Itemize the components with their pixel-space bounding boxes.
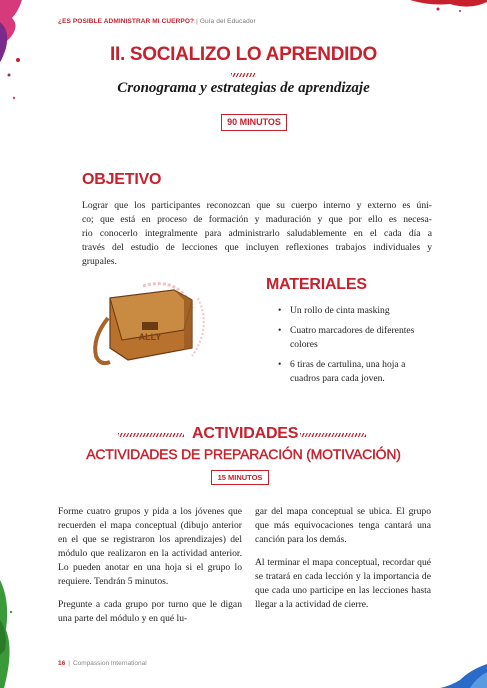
objective-heading: OBJETIVO [82, 171, 162, 188]
material-item: • Un rollo de cinta masking [276, 304, 426, 318]
paint-splash-top-right [400, 0, 487, 14]
title-hatch [231, 73, 256, 77]
header-separator: | [196, 18, 198, 25]
activities-paragraph: gar del mapa conceptual se ubica. El grupo que más equivocaciones tenga cantará una canción para los demás. [255, 506, 431, 545]
materials-list [276, 304, 426, 392]
paint-splash-bottom-left [0, 560, 20, 688]
duration-badge: 90 MINUTOS [221, 114, 287, 131]
activities-paragraph: Forme cuatro grupos y pida a los jóvenes que recuerden el mapa conceptual (dibujo anterior en el que se registraron los aprendizajes) del módulo que realizaron en la actividad anterior. Lo pueden anotar en una hoja si el grupo lo requiere. Tendrán 5 minutos. [58, 506, 242, 587]
objective-line: través del estudio de lecciones que incluyen reflexiones trabajos individuales y [82, 242, 432, 253]
material-item: • 6 tiras de cartulina, una hoja a cuadros para cada joven. [276, 358, 426, 386]
objective-text [82, 199, 432, 269]
activities-left-column [58, 505, 242, 635]
activities-duration-badge: 15 MINUTOS [211, 470, 269, 485]
activities-paragraph: Al terminar el mapa conceptual, recordar qué se tratará en cada lección y la importancia de que cada uno participe en las lecciones hasta llegar a la actividad de cierre. [255, 557, 431, 610]
header-guide: Guía del Educador [199, 18, 256, 25]
activities-hatch-left [118, 433, 184, 437]
material-item: • Cuatro marcadores de diferentes colores [276, 324, 426, 352]
running-header [58, 18, 256, 25]
activities-right-column [255, 505, 431, 621]
objective-line: co; que está en proceso de formación y maduración y que por ello es necesa- [82, 214, 432, 225]
page-footer [58, 660, 147, 667]
objective-line: Lograr que los participantes reconozcan que su cuerpo interno y externo es úni- [82, 200, 432, 211]
page-subtitle: Cronograma y estrategias de aprendizaje [117, 80, 370, 96]
header-question: ¿ES POSIBLE ADMINISTRAR MI CUERPO? [58, 18, 195, 25]
objective-line: grupales. [82, 256, 117, 267]
page-number: 16 [58, 660, 66, 667]
shoulder-bag-illustration [88, 278, 218, 378]
bag-label: ALLY [138, 332, 162, 342]
footer-separator: | [68, 660, 70, 667]
section-title: II. SOCIALIZO LO APRENDIDO [109, 44, 377, 65]
activities-hatch-right [300, 433, 366, 437]
paint-splash-bottom-right [440, 660, 487, 688]
footer-org: Compassion International [72, 660, 147, 667]
activities-subheading: ACTIVIDADES DE PREPARACIÓN (MOTIVACIÓN) [86, 446, 401, 462]
materials-heading: MATERIALES [266, 276, 367, 293]
objective-line: rio conocerlo integralmente para administrarlo saludablemente en el cada día a [82, 228, 432, 239]
activities-heading: ACTIVIDADES [192, 425, 299, 442]
activities-paragraph: Pregunte a cada grupo por turno que le digan una parte del módulo y en qué lu- [58, 599, 242, 624]
